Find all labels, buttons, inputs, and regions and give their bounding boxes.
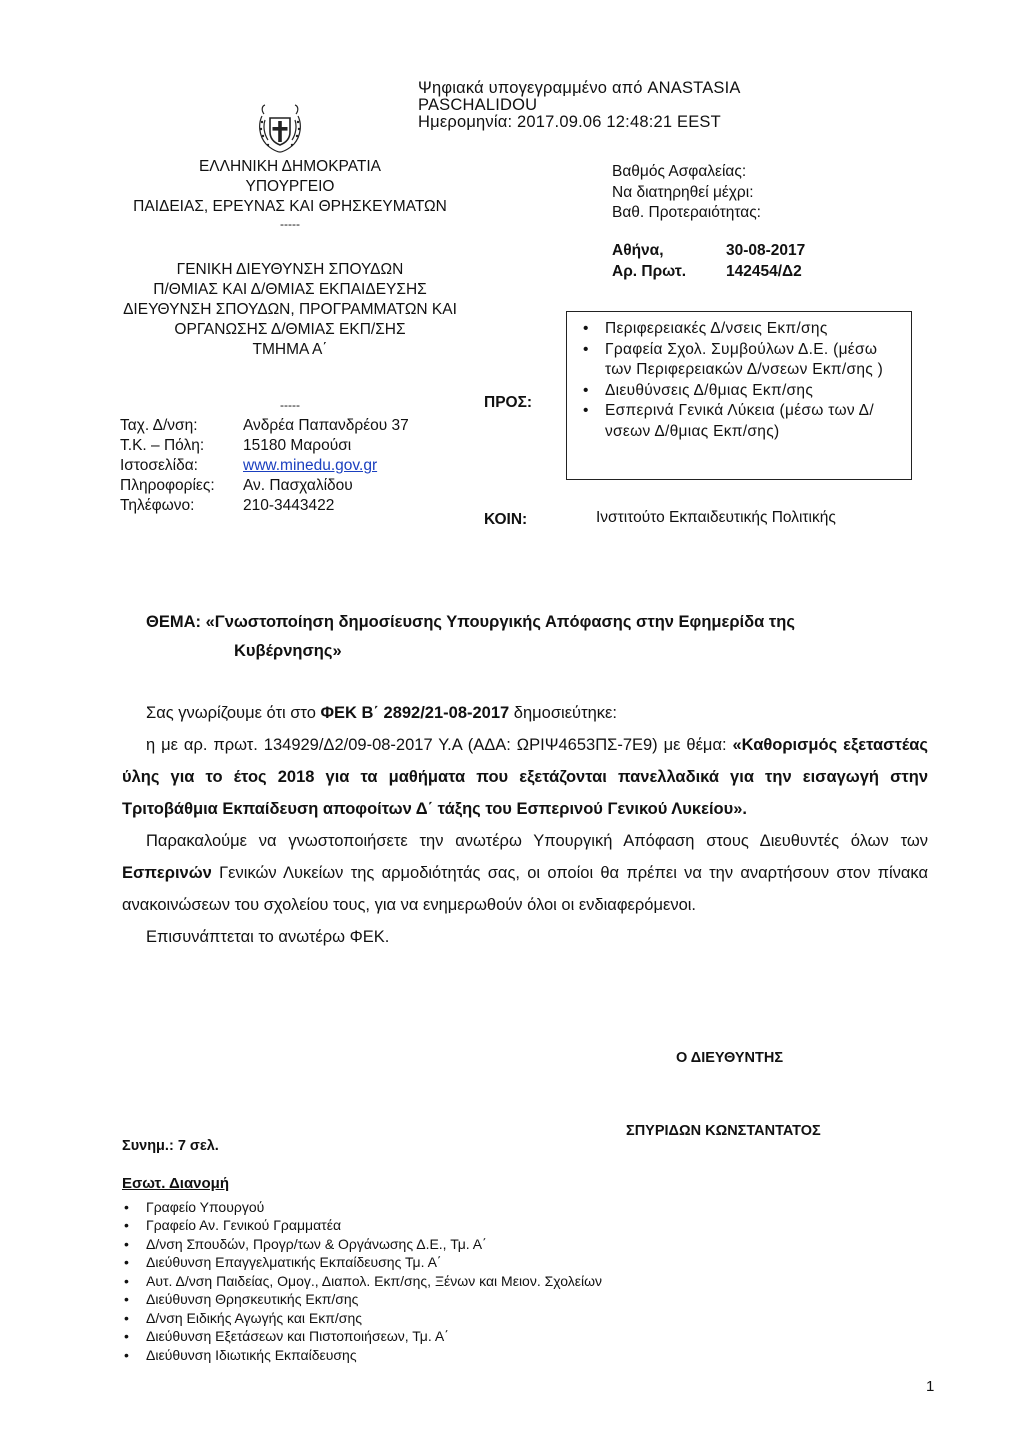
signature-line-2: PASCHALIDOU — [418, 96, 538, 114]
republic-name: ΕΛΛΗΝΙΚΗ ΔΗΜΟΚΡΑΤΙΑ — [198, 158, 382, 175]
signer-name: ΣΠΥΡΙΔΩΝ ΚΩΝΣΤΑΝΤΑΤΟΣ — [626, 1123, 821, 1139]
koin-label: ΚΟΙΝ: — [484, 511, 528, 528]
ministry-name-2: ΠΑΙΔΕΙΑΣ, ΕΡΕΥΝΑΣ ΚΑΙ ΘΡΗΣΚΕΥΜΑΤΩΝ — [133, 198, 447, 215]
ministry-name-1: ΥΠΟΥΡΓΕΙΟ — [245, 178, 335, 195]
distribution-item: • Δ/νση Σπουδών, Προγρ/των & Οργάνωσης Δ.Ε., Τμ. Α΄ — [122, 1235, 602, 1254]
department-line: ΟΡΓΑΝΩΣΗΣ Δ/ΘΜΙΑΣ ΕΚΠ/ΣΗΣ — [174, 321, 406, 338]
security-info — [612, 162, 761, 224]
distribution-item: • Δ/νση Ειδικής Αγωγής και Εκπ/σης — [122, 1309, 602, 1328]
department-header — [100, 260, 480, 360]
department-line: Π/ΘΜΙΑΣ ΚΑΙ Δ/ΘΜΙΑΣ ΕΚΠΑΙΔΕΥΣΗΣ — [153, 281, 427, 298]
page-number: 1 — [926, 1378, 935, 1395]
ministry-header — [100, 157, 480, 231]
postal-value: 15180 Μαρούσι — [243, 437, 352, 454]
distribution-item: • Διεύθυνση Θρησκευτικής Εκπ/σης — [122, 1290, 602, 1309]
document-date: 30-08-2017 — [726, 242, 806, 259]
keep-until: Να διατηρηθεί μέχρι: — [612, 183, 754, 201]
subject-text-2: Κυβέρνησης» — [234, 642, 342, 660]
paragraph — [122, 697, 928, 729]
signature-line-1: Ψηφιακά υπογεγραμμένο από ANASTASIA — [418, 79, 741, 97]
decision-title: «Καθορισμός εξεταστέας ύλης για το έτος 2018 για τα μαθήματα που εξετάζονται πανελλαδικά για την εισαγωγή στην Τριτοβάθμια Εκπαίδευση αποφοίτων Δ΄ τάξης του Εσπερινού Γενικού Λυκείου». — [122, 736, 928, 818]
distribution-item: • Διεύθυνση Ιδιωτικής Εκπαίδευσης — [122, 1346, 602, 1365]
phone-label: Τηλέφωνο: — [120, 497, 195, 514]
postal-label: Τ.Κ. – Πόλη: — [120, 437, 205, 454]
text-span: δημοσιεύτηκε: — [509, 704, 617, 722]
protocol-label: Αρ. Πρωτ. — [612, 262, 687, 280]
recipients-box — [566, 311, 912, 480]
recipient-item: • Γραφεία Σχολ. Συμβούλων Δ.Ε. (μέσω των Περιφερειακών Δ/νσεων Εκπ/σης ) — [577, 340, 905, 381]
address-label: Ταχ. Δ/νση: — [120, 417, 198, 434]
fek-reference: ΦΕΚ Β΄ 2892/21-08-2017 — [320, 704, 510, 722]
date-protocol — [612, 241, 805, 282]
digital-signature — [418, 80, 741, 131]
text-span: Παρακαλούμε να γνωστοποιήσετε την ανωτέρω Υπουργική Απόφαση στους Διευθυντές όλων των — [146, 832, 928, 850]
distribution-item: • Γραφείο Αν. Γενικού Γραμματέα — [122, 1216, 602, 1235]
website-label: Ιστοσελίδα: — [120, 457, 198, 474]
info-value: Αν. Πασχαλίδου — [243, 477, 353, 494]
contact-info — [120, 416, 409, 516]
department-line: ΓΕΝΙΚΗ ΔΙΕΥΘΥΝΣΗ ΣΠΟΥΔΩΝ — [176, 261, 404, 278]
pros-label: ΠΡΟΣ: — [484, 394, 533, 411]
signature-line-3: Ημερομηνία: 2017.09.06 12:48:21 EEST — [418, 113, 721, 131]
koin-recipient: Ινστιτούτο Εκπαιδευτικής Πολιτικής — [596, 509, 836, 526]
separator: ----- — [280, 217, 300, 231]
subject-text-1: «Γνωστοποίηση δημοσίευσης Υπουργικής Απόφασης στην Εφημερίδα της — [205, 613, 795, 631]
text-span: Σας γνωρίζουμε ότι στο — [146, 704, 321, 722]
department-line: ΔΙΕΥΘΥΝΣΗ ΣΠΟΥΔΩΝ, ΠΡΟΓΡΑΜΜΑΤΩΝ ΚΑΙ — [123, 301, 457, 318]
paragraph: Επισυνάπτεται το ανωτέρω ΦΕΚ. — [146, 928, 390, 946]
letter-body — [122, 697, 928, 953]
security-level: Βαθμός Ασφαλείας: — [612, 163, 747, 180]
text-span: η με αρ. πρωτ. 134929/Δ2/09-08-2017 Υ.Α (ΑΔΑ: ΩΡΙΨ4653ΠΣ-7Ε9) με θέμα: — [146, 736, 733, 754]
phone-value: 210-3443422 — [243, 497, 335, 514]
recipient-item: • Διευθύνσεις Δ/θμιας Εκπ/σης — [577, 381, 905, 402]
separator: ----- — [280, 398, 300, 412]
distribution-item: • Διεύθυνση Εξετάσεων και Πιστοποιήσεων, Τμ. Α΄ — [122, 1327, 602, 1346]
website-link[interactable]: www.minedu.gov.gr — [243, 457, 378, 474]
attachments-note: Συνημ.: 7 σελ. — [122, 1138, 219, 1154]
info-label: Πληροφορίες: — [120, 477, 215, 494]
department-line: ΤΜΗΜΑ Α΄ — [252, 341, 328, 358]
internal-distribution — [122, 1175, 602, 1364]
recipient-item: • Περιφερειακές Δ/νσεις Εκπ/σης — [577, 319, 905, 340]
emphasis: Εσπερινών — [122, 864, 212, 882]
recipient-item: • Εσπερινά Γενικά Λύκεια (μέσω των Δ/νσεων Δ/θμιας Εκπ/σης) — [577, 401, 905, 442]
subject-label: ΘΕΜΑ: — [146, 613, 201, 631]
text-span: Γενικών Λυκείων της αρμοδιότητάς σας, οι οποίοι θα πρέπει να την αναρτήσουν στον πίνακα ανακοινώσεων του σχολείου τους, για να ενημερωθούν όλοι οι ενδιαφερόμενοι. — [122, 864, 928, 914]
address-value: Ανδρέα Παπανδρέου 37 — [243, 417, 409, 434]
distribution-item: • Διεύθυνση Επαγγελματικής Εκπαίδευσης Τμ. Α΄ — [122, 1253, 602, 1272]
priority-level: Βαθ. Προτεραιότητας: — [612, 204, 761, 221]
distribution-title: Εσωτ. Διανομή — [122, 1175, 230, 1192]
director-title: Ο ΔΙΕΥΘΥΝΤΗΣ — [676, 1050, 784, 1066]
distribution-item: • Αυτ. Δ/νση Παιδείας, Ομογ., Διαπολ. Εκπ/σης, Ξένων και Μειον. Σχολείων — [122, 1272, 602, 1291]
paragraph — [122, 825, 928, 921]
place-label: Αθήνα, — [612, 242, 664, 259]
protocol-number: 142454/Δ2 — [726, 262, 802, 280]
distribution-item: • Γραφείο Υπουργού — [122, 1198, 602, 1217]
subject — [146, 608, 928, 666]
paragraph — [122, 729, 928, 825]
coat-of-arms-icon — [256, 102, 304, 159]
